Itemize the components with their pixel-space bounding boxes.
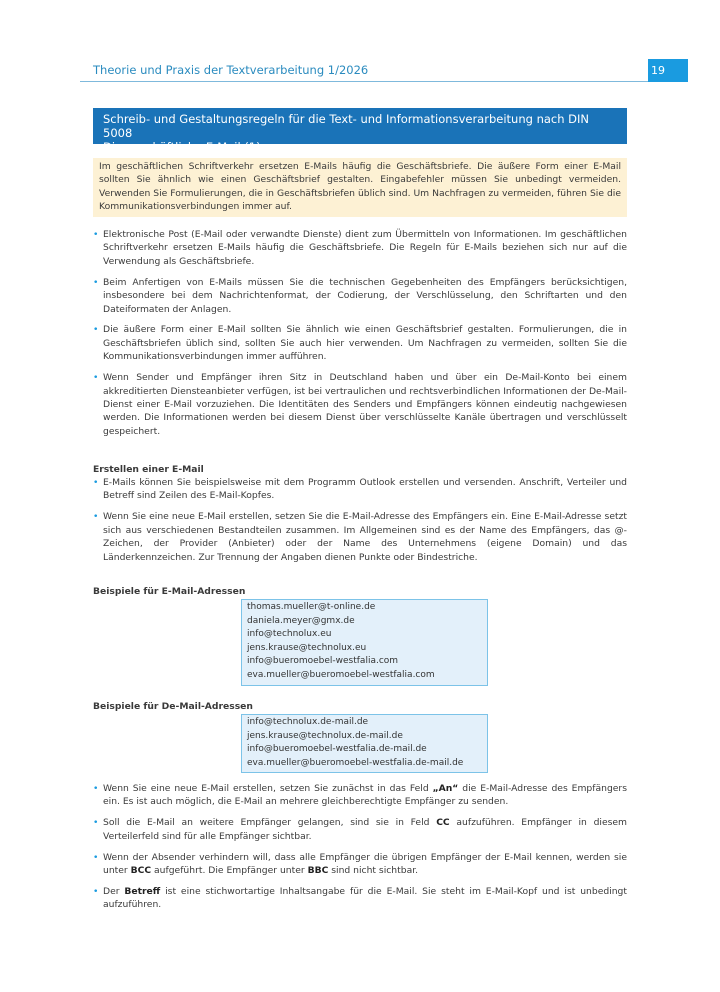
demail-examples-box xyxy=(241,714,488,773)
list-item: • Die äußere Form einer E-Mail sollten Sie ähnlich wie einen Geschäftsbrief gestalten. Formulierungen, die in Geschäftsbriefen üblich sind, sollten Sie auch hier verwenden. Um Nachfragen zu vermeiden, sollten Sie die Kommunikationsverbindungen immer aufführen. xyxy=(93,324,627,363)
email-address: daniela.meyer@gmx.de xyxy=(247,615,355,626)
bullet-icon: • xyxy=(93,372,99,384)
header-fields-bullets xyxy=(93,782,627,919)
section-heading: Erstellen einer E-Mail xyxy=(93,464,204,475)
page-number: 19 xyxy=(648,59,688,82)
bullet-icon: • xyxy=(93,276,99,288)
demail-address: jens.krause@technolux.de-mail.de xyxy=(247,730,403,741)
demail-address: info@technolux.de-mail.de xyxy=(247,717,369,727)
bullet-icon: • xyxy=(93,885,99,897)
list-item: • Elektronische Post (E-Mail oder verwandte Dienste) dient zum Übermitteln von Informationen. Im geschäftlichen Schriftverkehr ersetzen E-Mails häufig die Geschäftsbriefe. Die Regeln für E-Mails beziehen sich nur auf die Verwendung als Geschäftsbriefe. xyxy=(93,229,627,267)
email-address: eva.mueller@bueromoebel-westfalia.com xyxy=(247,669,435,680)
bullet-icon: • xyxy=(93,477,99,488)
demail-address: info@bueromoebel-westfalia.de-mail.de xyxy=(247,744,427,755)
bullet-icon: • xyxy=(93,229,99,240)
email-address: thomas.mueller@t-online.de xyxy=(247,602,376,612)
chapter-title-box xyxy=(93,108,627,154)
header-divider xyxy=(80,81,648,82)
list-item: • Beim Anfertigen von E-Mails müssen Sie die technischen Gegebenheiten des Empfängers berücksichtigen, insbesondere bei dem Nachrichtenformat, der Codierung, der Verschlüsselung, den Schriftarten und den Dateiformaten der Anlagen. xyxy=(93,276,627,315)
demail-examples-heading: Beispiele für De-Mail-Adressen xyxy=(93,701,253,712)
email-examples-heading: Beispiele für E-Mail-Adressen xyxy=(93,586,246,597)
bullet-icon: • xyxy=(93,851,99,863)
email-address: info@bueromoebel-westfalia.com xyxy=(247,656,399,667)
list-item: • Wenn Sie eine neue E-Mail erstellen, setzen Sie zunächst in das Feld „An“ die E-Mail-Adresse des Empfängers ein. Es ist auch möglich, die E-Mail an mehrere gleichberechtigte Empfänger zu senden. xyxy=(93,783,627,808)
publication-title: Theorie und Praxis der Textverarbeitung 1/2026 xyxy=(93,63,369,77)
list-item: • E-Mails können Sie beispielsweise mit dem Programm Outlook erstellen und versenden. Anschrift, Verteiler und Betreff sind Zeilen des E-Mail-Kopfes. xyxy=(93,477,627,502)
list-item: • Soll die E-Mail an weitere Empfänger gelangen, sind sie in Feld CC aufzuführen. Empfänger in diesem Verteilerfeld sind für alle Empfänger sichtbar. xyxy=(93,817,628,842)
list-item: • Wenn Sender und Empfänger ihren Sitz in Deutschland haben und über ein De-Mail-Konto bei einem akkreditierten Diensteanbieter verfügen, ist bei vertraulichen und rechtsverbindlichen Informationen der De-Mail-Dienst einer E-Mail vorzuziehen. Die Identitäten des Senders und Empfängers können eindeutig nachgewiesen werden. Die Informationen werden bei diesem Dienst über verschlüsselte Kanäle übertragen und verschlüsselt gespeichert. xyxy=(93,372,627,437)
bullet-icon: • xyxy=(93,817,99,829)
chapter-title-line1: Schreib- und Gestaltungsregeln für die Text- und Informationsverarbeitung nach DIN 5008 xyxy=(103,112,590,140)
bullet-icon: • xyxy=(93,324,99,336)
create-email-section xyxy=(93,463,627,571)
list-item: • Wenn der Absender verhindern will, dass alle Empfänger die übrigen Empfänger der E-Mail kennen, werden sie unter BCC aufgeführt. Die Empfänger unter BBC sind nicht sichtbar. xyxy=(93,851,627,877)
list-item: • Der Betreff ist eine stichwortartige Inhaltsangabe für die E-Mail. Sie steht im E-Mail-Kopf und ist unbedingt aufzuführen. xyxy=(93,885,627,911)
chapter-title-line2: Die geschäftliche E-Mail (1) xyxy=(103,140,261,154)
email-address: jens.krause@technolux.eu xyxy=(247,642,367,653)
email-address: info@technolux.eu xyxy=(247,629,332,640)
list-item: • Wenn Sie eine neue E-Mail erstellen, setzen Sie die E-Mail-Adresse des Empfängers ein. Eine E-Mail-Adresse setzt sich aus verschiedenen Bestandteilen zusammen. Im Allgemeinen sind es der Name des Empfängers, das @-Zeichen, der Provider (Anbieter) oder der Name des Unternehmens (eigene Domain) und das Länderkennzeichen. Zur Trennung der Angaben dienen Punkte oder Bindestriche. xyxy=(93,511,627,563)
general-bullets xyxy=(93,228,627,446)
demail-address: eva.mueller@bueromoebel-westfalia.de-mail.de xyxy=(247,757,464,768)
email-examples-box xyxy=(241,599,488,686)
intro-summary-box: Im geschäftlichen Schriftverkehr ersetzen E-Mails häufig die Geschäftsbriefe. Die äußere Form einer E-Mail sollten Sie ähnlich wie einen Geschäftsbrief gestalten. Eingabefehler müssen Sie unbedingt vermeiden. Verwenden Sie Formulierungen, die in Geschäftsbriefen üblich sind. Um Nachfragen zu vermeiden, führen Sie die Kommunikationsverbindungen immer auf. xyxy=(93,158,627,217)
bullet-icon: • xyxy=(93,511,99,523)
bullet-icon: • xyxy=(93,783,99,794)
